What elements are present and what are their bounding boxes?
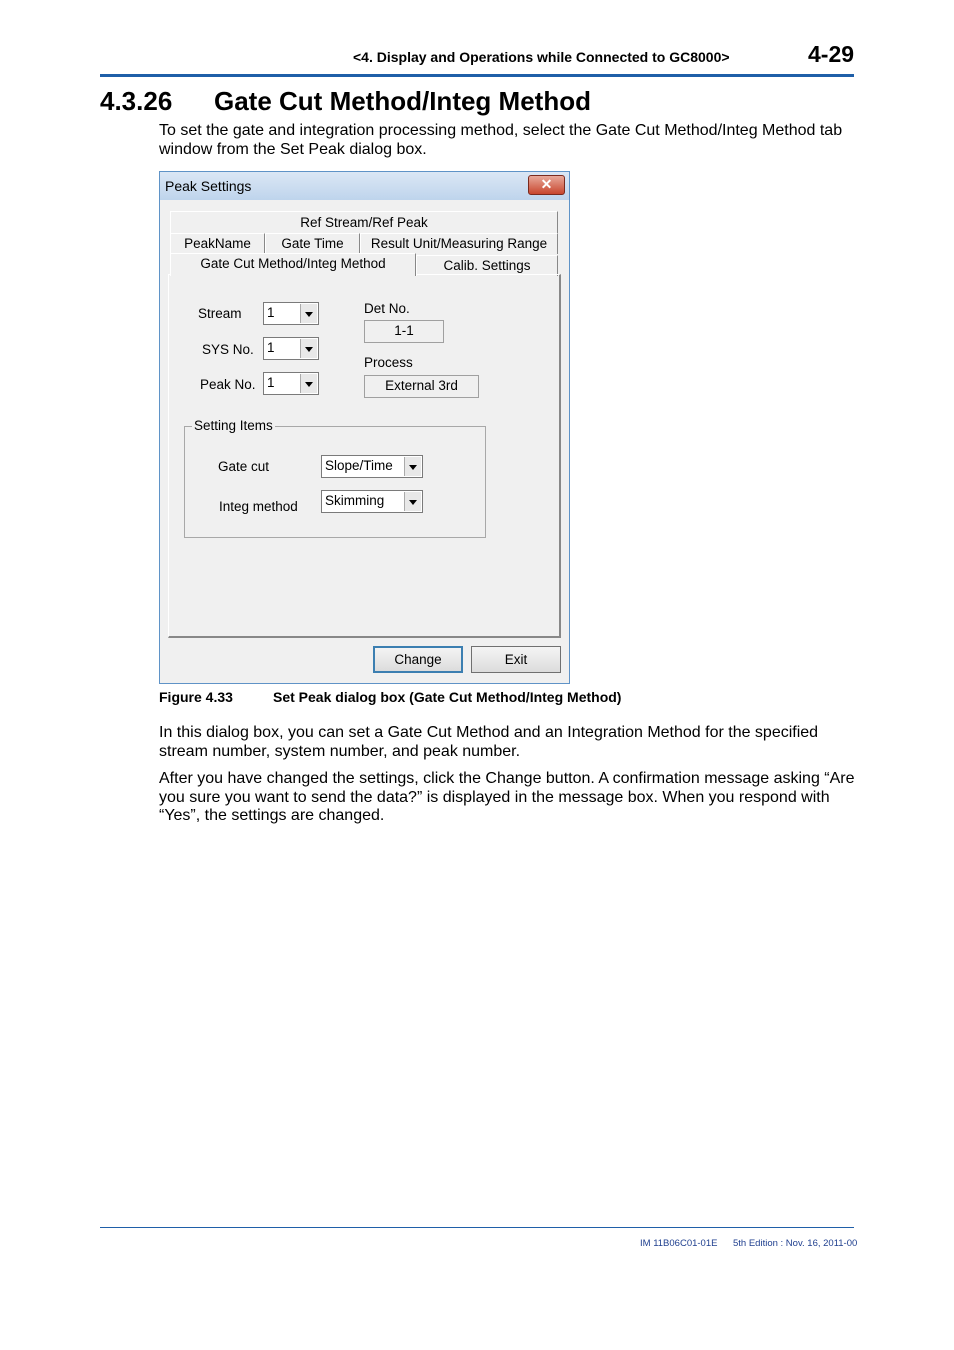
gate-cut-value: Slope/Time (325, 458, 393, 473)
chevron-down-icon (300, 374, 317, 393)
body-paragraph-1: In this dialog box, you can set a Gate Cut Method and an Integration Method for the specified stream number, system number, and peak number. (159, 724, 819, 760)
stream-select[interactable] (263, 302, 319, 325)
sys-no-select[interactable] (263, 337, 319, 360)
tab-gate-cut-method-integ-method[interactable] (170, 253, 416, 276)
tab-label: Gate Cut Method/Integ Method (200, 256, 386, 271)
figure-caption: Set Peak dialog box (Gate Cut Method/Integ Method) (273, 689, 622, 705)
det-no-label: Det No. (364, 301, 410, 316)
change-button[interactable]: Change (373, 646, 463, 673)
close-button[interactable] (528, 175, 565, 195)
peak-no-select[interactable] (263, 372, 319, 395)
stream-value: 1 (267, 305, 275, 320)
footer-rule (100, 1227, 854, 1228)
integ-method-label: Integ method (219, 499, 298, 514)
peak-settings-dialog (159, 171, 570, 684)
figure-number: Figure 4.33 (159, 689, 233, 705)
process-label: Process (364, 355, 413, 370)
chevron-down-icon (404, 457, 421, 476)
setting-items-group (184, 426, 486, 538)
tab-label: Calib. Settings (443, 258, 531, 273)
setting-items-title: Setting Items (194, 418, 273, 433)
page-number: 4-29 (808, 41, 855, 67)
tab-gate-time[interactable] (265, 233, 360, 254)
gate-cut-label: Gate cut (218, 459, 270, 474)
chevron-down-icon (300, 304, 317, 323)
stream-label: Stream (198, 306, 242, 321)
det-no-value: 1-1 (364, 320, 444, 343)
chevron-down-icon (404, 492, 421, 511)
tab-result-unit-measuring-range[interactable] (360, 233, 558, 254)
tab-peakname[interactable] (170, 233, 265, 254)
peak-no-value: 1 (267, 375, 275, 390)
integ-method-select[interactable] (321, 490, 423, 513)
gate-cut-select[interactable] (321, 455, 423, 478)
dialog-title: Peak Settings (165, 178, 252, 194)
close-icon: ✕ (540, 176, 553, 192)
tab-ref-stream-ref-peak[interactable] (170, 211, 558, 233)
dialog-titlebar (160, 172, 569, 200)
tab-label: Result Unit/Measuring Range (370, 236, 548, 251)
tab-calib-settings[interactable] (416, 255, 558, 276)
peak-no-label: Peak No. (200, 377, 256, 392)
integ-method-value: Skimming (325, 493, 385, 508)
section-number: 4.3.26 (100, 86, 173, 116)
running-header-chapter: <4. Display and Operations while Connected to GC8000> (353, 49, 730, 65)
tab-label: Ref Stream/Ref Peak (300, 215, 428, 230)
tab-label: Gate Time (281, 236, 344, 251)
intro-paragraph: To set the gate and integration processing method, select the Gate Cut Method/Integ Method tab window from the Set Peak dialog box. (159, 122, 843, 158)
footer-document-id: IM 11B06C01-01E (640, 1238, 718, 1249)
chevron-down-icon (300, 339, 317, 358)
sys-no-value: 1 (267, 340, 275, 355)
body-paragraph-2: After you have changed the settings, click the Change button. A confirmation message asking “Are you sure you want to send the data?” is displayed in the message box. When you respond with “Yes”, the settings are changed. (159, 770, 855, 824)
footer-edition: 5th Edition : Nov. 16, 2011-00 (733, 1238, 858, 1249)
process-value: External 3rd (364, 375, 479, 398)
header-rule (100, 74, 854, 77)
sys-no-label: SYS No. (202, 342, 254, 357)
exit-button[interactable]: Exit (471, 646, 561, 673)
section-title: Gate Cut Method/Integ Method (214, 86, 591, 116)
tab-label: PeakName (184, 236, 251, 251)
